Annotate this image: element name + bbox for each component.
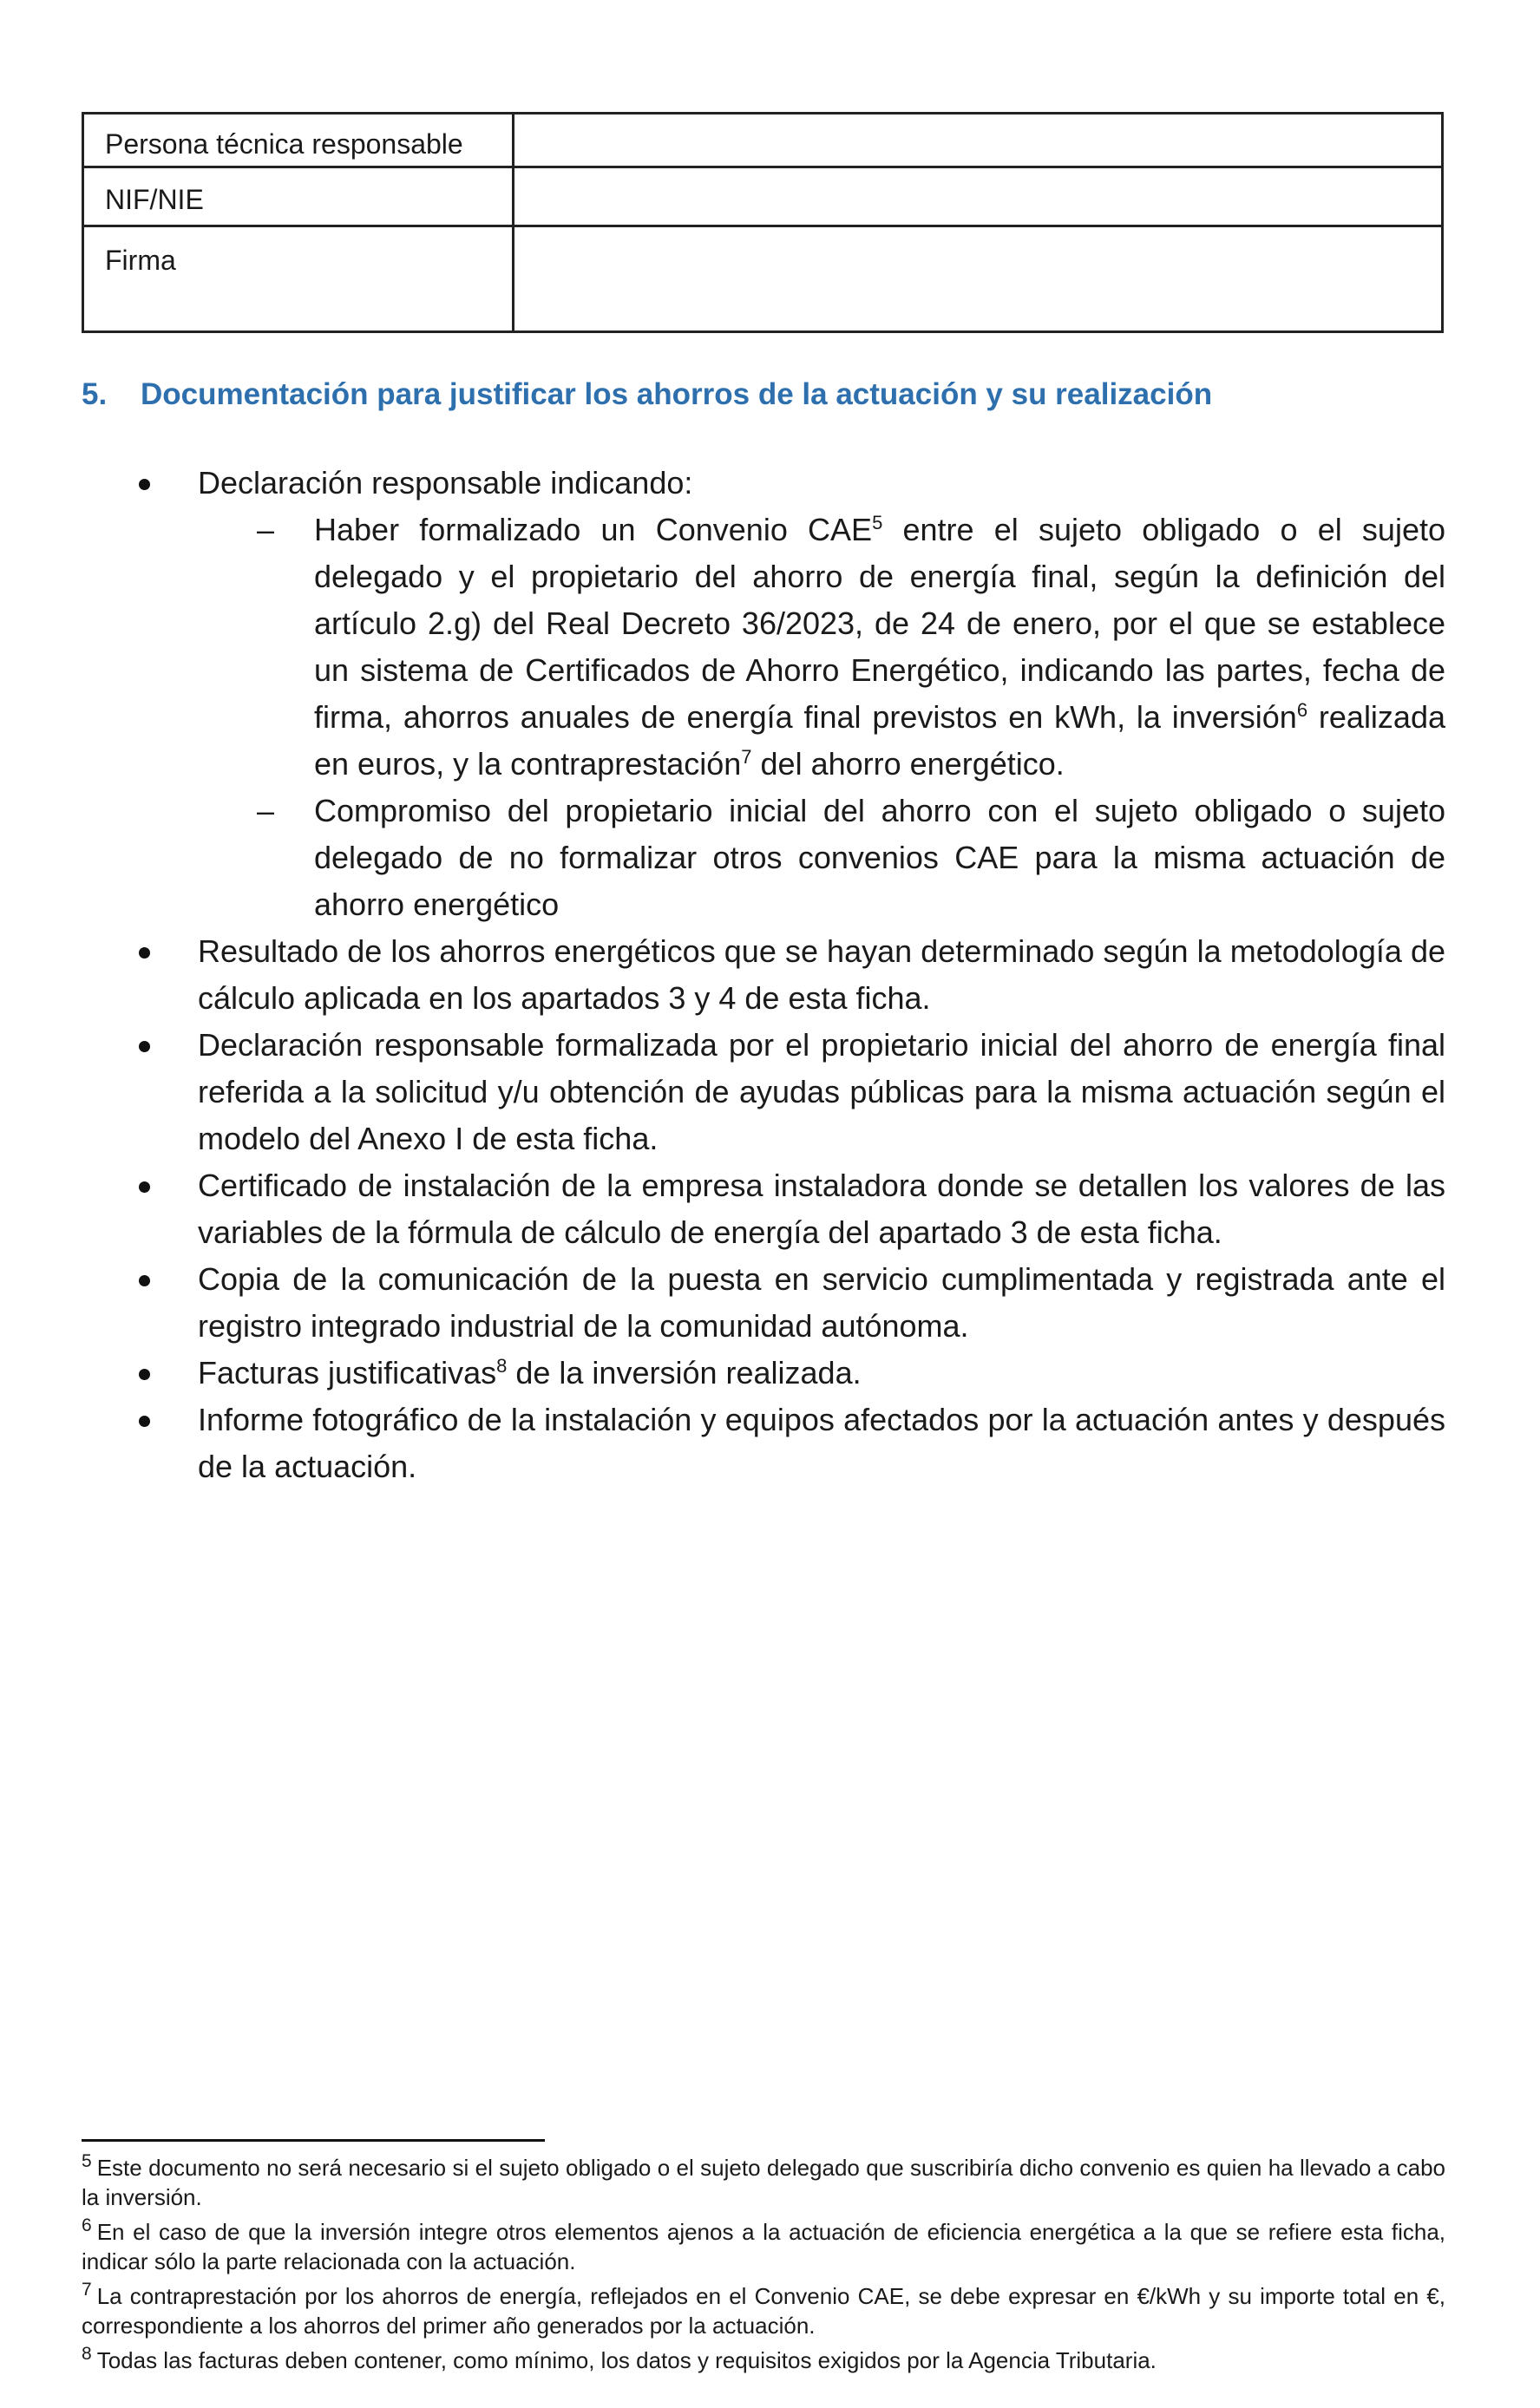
list-item [82, 460, 1445, 928]
list-item [82, 1397, 1445, 1490]
documentation-list [82, 460, 1445, 1490]
footnote-ref-7[interactable]: 7 [741, 746, 752, 768]
footnote-ref-8[interactable]: 8 [496, 1355, 508, 1377]
footnote-ref-5[interactable]: 5 [872, 512, 883, 533]
table-row [83, 226, 1443, 332]
bullet-icon [139, 1369, 150, 1380]
table-row [83, 167, 1443, 226]
list-item [82, 1350, 1445, 1397]
sub-list-item [82, 788, 1445, 928]
item-text: realizada en euros, y la contraprestación [314, 699, 1445, 782]
item-text: del ahorro energético. [751, 746, 1065, 782]
dash-icon: – [257, 512, 275, 547]
table-row [83, 114, 1443, 167]
footnote-number: 7 [82, 2280, 92, 2300]
section-heading [82, 377, 1470, 412]
bullet-icon [139, 1416, 150, 1427]
item-text: de la inversión realizada. [507, 1355, 862, 1390]
dash-icon: – [257, 793, 275, 828]
footnote-8 [82, 2346, 1445, 2375]
field-persona-tecnica [514, 114, 1443, 167]
list-item [82, 928, 1445, 1022]
footnote-text: La contraprestación por los ahorros de energía, reflejados en el Convenio CAE, se debe expresar en €/kWh y su importe total en €, correspondiente a los ahorros del primer año generados por la actuación. [82, 2283, 1445, 2339]
bullet-icon [139, 479, 150, 490]
field-firma [514, 226, 1443, 332]
footnote-text: Todas las facturas deben contener, como mínimo, los datos y requisitos exigidos por la Agencia Tributaria. [96, 2347, 1157, 2373]
footnote-number: 8 [82, 2344, 92, 2365]
footnotes [82, 2153, 1445, 2380]
item-text: Resultado de los ahorros energéticos que se hayan determinado según la metodología de cálculo aplicada en los apartados 3 y 4 de esta ficha. [198, 933, 1445, 1016]
item-text: Copia de la comunicación de la puesta en servicio cumplimentada y registrada ante el registro integrado industrial de la comunidad autónoma. [198, 1261, 1445, 1344]
label-firma: Firma [83, 226, 514, 332]
signature-table [82, 112, 1444, 333]
footnote-ref-6[interactable]: 6 [1296, 699, 1308, 721]
item-text: Declaración responsable formalizada por el propietario inicial del ahorro de energía final referida a la solicitud y/u obtención de ayudas públicas para la misma actuación según el modelo del Anexo I de esta ficha. [198, 1027, 1445, 1156]
label-persona-tecnica: Persona técnica responsable [83, 114, 514, 167]
footnote-5 [82, 2153, 1445, 2212]
footnote-separator [82, 2139, 545, 2142]
sub-list-item [82, 507, 1445, 788]
footnote-6 [82, 2217, 1445, 2276]
footnote-number: 5 [82, 2151, 92, 2172]
item-text: Informe fotográfico de la instalación y equipos afectados por la actuación antes y después de la actuación. [198, 1402, 1445, 1484]
footnote-text: Este documento no será necesario si el sujeto obligado o el sujeto delegado que suscribiría dicho convenio es quien ha llevado a cabo la inversión. [82, 2155, 1445, 2210]
footnote-number: 6 [82, 2215, 92, 2236]
section-number: 5. [82, 377, 108, 411]
bullet-icon [139, 1275, 150, 1286]
item-text: entre el sujeto obligado o el sujeto delegado y el propietario del ahorro de energía final, según la definición del artículo 2.g) del Real Decreto 36/2023, de 24 de enero, por el que se establece un sistema de Certificados de Ahorro Energético, indicando las partes, fecha de firma, ahorros anuales de energía final previstos en kWh, la inversión [314, 512, 1445, 735]
field-nif-nie [514, 167, 1443, 226]
section-title: Documentación para justificar los ahorros de la actuación y su realización [141, 377, 1213, 411]
item-text: Haber formalizado un Convenio CAE [314, 512, 873, 547]
list-item [82, 1256, 1445, 1350]
sub-list [82, 507, 1445, 928]
item-text: Declaración responsable indicando: [198, 465, 693, 501]
bullet-icon [139, 947, 150, 959]
label-nif-nie: NIF/NIE [83, 167, 514, 226]
bullet-icon [139, 1181, 150, 1193]
list-item [82, 1162, 1445, 1256]
list-item [82, 1022, 1445, 1162]
item-text: Compromiso del propietario inicial del ahorro con el sujeto obligado o sujeto delegado de no formalizar otros convenios CAE para la misma actuación de ahorro energético [314, 793, 1445, 922]
bullet-icon [139, 1041, 150, 1052]
footnote-7 [82, 2281, 1445, 2340]
footnote-text: En el caso de que la inversión integre otros elementos ajenos a la actuación de eficiencia energética a la que se refiere esta ficha, indicar sólo la parte relacionada con la actuación. [82, 2219, 1445, 2274]
item-text: Facturas justificativas [198, 1355, 497, 1390]
item-text: Certificado de instalación de la empresa instaladora donde se detallen los valores de las variables de la fórmula de cálculo de energía del apartado 3 de esta ficha. [198, 1168, 1445, 1250]
